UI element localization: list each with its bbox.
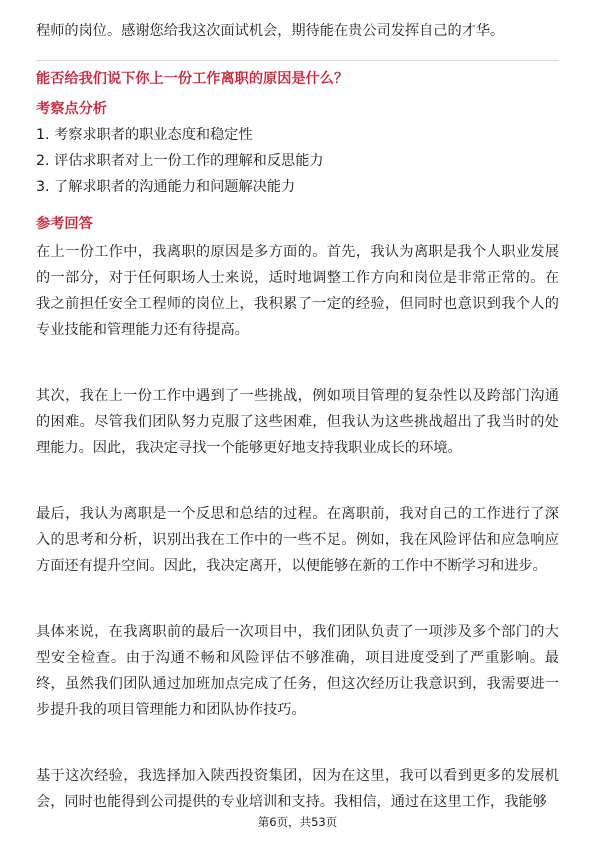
answer-paragraph: 在上一份工作中，我离职的原因是多方面的。首先，我认为离职是我个人职业发展的一部分，对于任何职场人士来说，适时地调整工作方向和岗位是非常正常的。在我之前担任安全工程师的岗位上，我积累了一定的经验，但同时也意识到我个人的专业技能和管理能力还有待提高。 xyxy=(36,244,559,338)
carryover-text: 程师的岗位。感谢您给我这次面试机会，期待能在贵公司发挥自己的才华。 xyxy=(36,23,505,39)
analysis-heading: 考察点分析 xyxy=(36,101,107,117)
analysis-point: 1. 考察求职者的职业态度和稳定性 xyxy=(36,127,253,143)
answer-paragraph: 其次，我在上一份工作中遇到了一些挑战，例如项目管理的复杂性以及跨部门沟通的困难。尽管我们团队努力克服了这些困难，但我认为这些挑战超出了我当时的处理能力。因此，我决定寻找一个能够更好地支持我职业成长的环境。 xyxy=(36,388,559,456)
analysis-point: 3. 了解求职者的沟通能力和问题解决能力 xyxy=(36,179,296,195)
question-heading: 能否给我们说下你上一份工作离职的原因是什么？ xyxy=(36,71,349,87)
analysis-point: 2. 评估求职者对上一份工作的理解和反思能力 xyxy=(36,153,324,169)
analysis-points xyxy=(36,124,324,202)
section-divider xyxy=(36,60,559,61)
reference-answer xyxy=(36,239,559,855)
answer-paragraph: 最后，我认为离职是一个反思和总结的过程。在离职前，我对自己的工作进行了深入的思考和分析，识别出我在工作中的一些不足。例如，我在风险评估和应急响应方面还有提升空间。因此，我决定离开，以便能够在新的工作中不断学习和进步。 xyxy=(36,506,559,574)
reference-heading: 参考回答 xyxy=(36,216,93,232)
answer-paragraph: 基于这次经验，我选择加入陕西投资集团，因为在这里，我可以看到更多的发展机会，同时也能得到公司提供的专业培训和支持。我相信，通过在这里工作，我能够 xyxy=(36,768,559,810)
answer-paragraph: 具体来说，在我离职前的最后一次项目中，我们团队负责了一项涉及多个部门的大型安全检查。由于沟通不畅和风险评估不够准确，项目进度受到了严重影响。最终，虽然我们团队通过加班加点完成了任务，但这次经历让我意识到，我需要进一步提升我的项目管理能力和团队协作技巧。 xyxy=(36,624,559,718)
page-number: 第6页，共53页 xyxy=(257,815,338,829)
